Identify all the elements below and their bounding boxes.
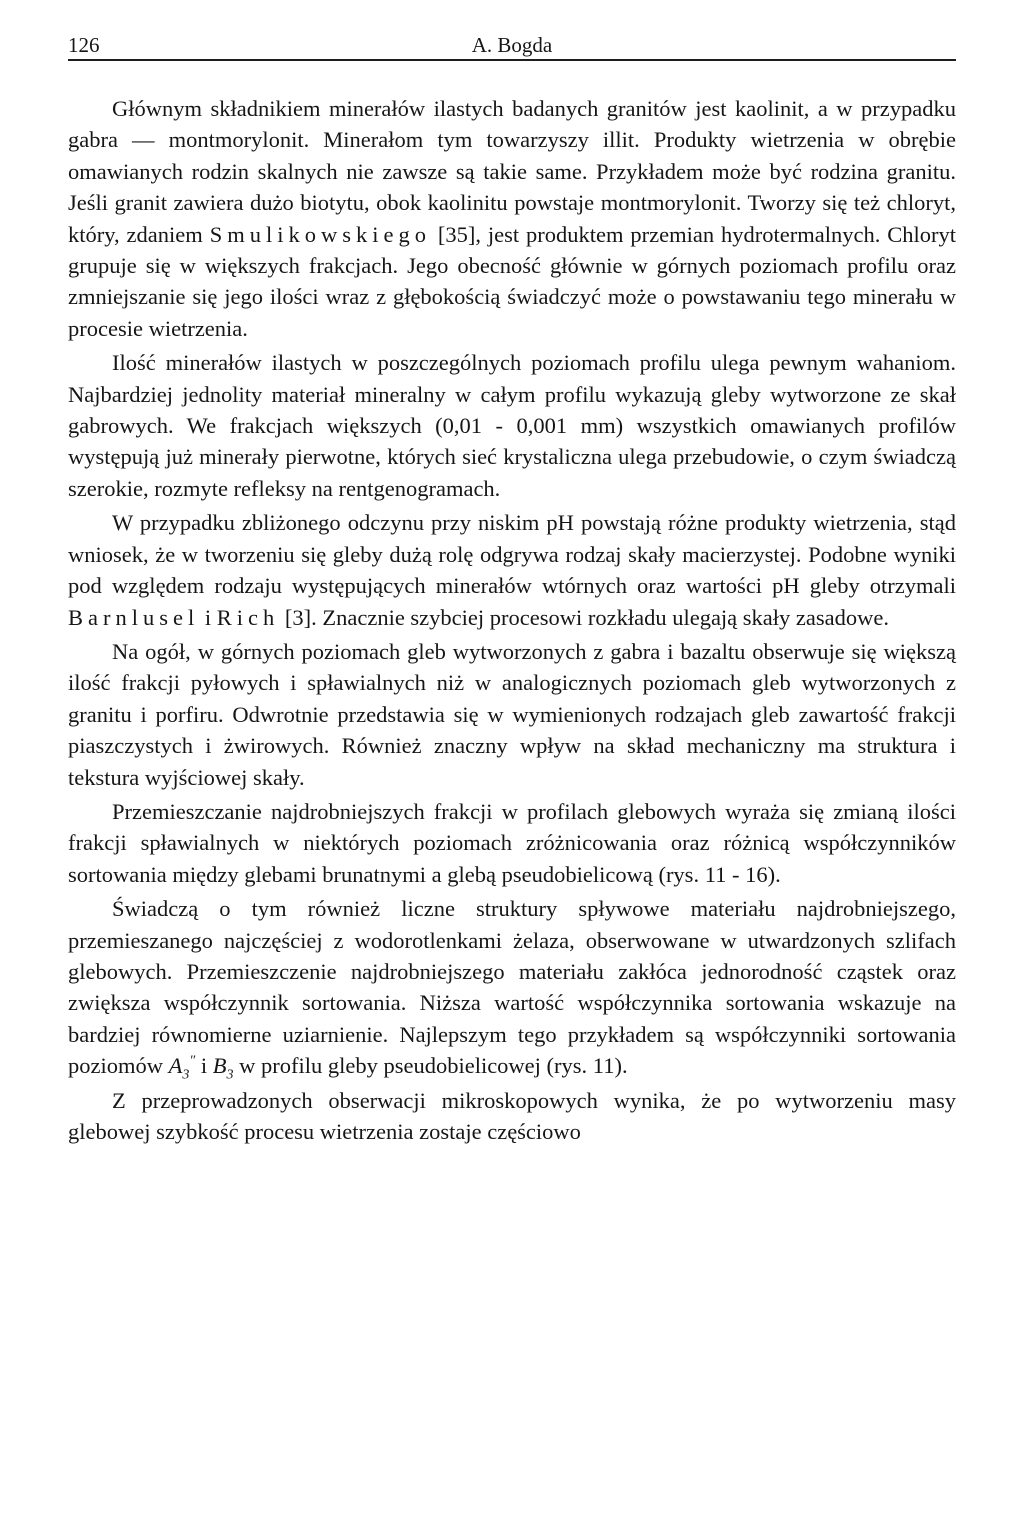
author-name: Rich — [216, 604, 280, 630]
paragraph-7: Z przeprowadzonych obserwacji mikroskopowych wynika, że po wytworzeniu masy glebowej szybkość procesu wietrzenia zostaje częściowo — [68, 1087, 956, 1144]
horizon-symbol — [168, 1053, 196, 1083]
paragraph-6 — [68, 893, 956, 1081]
paragraph-text: Świadczą o tym również liczne struktury spływowe materiału najdrobniejszego, przemieszanego najczęściej z wodorotlenkami żelaza, obserwowane w utwardzonych szlifach glebowych. Przemieszczenie najdrobniejszego materiału zakłóca jednorodność cząstek oraz zwiększa współczynnik sortowania. Niższa wartość współczynnika sortowania wskazuje na bardziej równomierne uziarnienie. Najlepszym tego przykładem są współczynniki sortowania poziomów — [68, 896, 956, 1079]
author-name: Smulikowskiego — [209, 221, 431, 247]
paragraph-3 — [68, 507, 956, 633]
symbol-superscript: ″ — [189, 1053, 196, 1069]
horizon-symbol — [212, 1053, 234, 1083]
page-header — [68, 32, 956, 60]
body-text — [68, 93, 956, 1147]
paragraph-text: W przypadku zbliżonego odczynu przy niskim pH powstają różne produkty wietrzenia, stąd wniosek, że w tworzeniu się gleby dużą rolę odgrywa rodzaj skały macierzystej. Podobne wyniki pod względem rodzaju występujących minerałów wtórnych oraz wartości pH gleby otrzymali — [68, 510, 956, 599]
paragraph-4: Na ogół, w górnych poziomach gleb wytworzonych z gabra i bazaltu obserwuje się większą ilość frakcji pyłowych i spławialnych niż w analogicznych poziomach gleb wytworzonych z granitu i porfiru. Odwrotnie przedstawia się w wymienionych rodzajach gleb zawartość frakcji piaszczystych i żwirowych. Również znaczny wpływ na skład mechaniczny ma struktura i tekstura wyjściowej skały. — [68, 638, 956, 790]
paragraph-5: Przemieszczanie najdrobniejszych frakcji w profilach glebowych wyraża się zmianą ilości frakcji spławialnych w niektórych poziomach zróżnicowania oraz różnicą współczynników sortowania między glebami brunatnymi a glebą pseudobielicową (rys. 11 - 16). — [68, 798, 956, 887]
author-name: Barnlusel — [68, 604, 200, 630]
paragraph-text: [35], jest produktem przemian hydrotermalnych. Chloryt grupuje się w większych frakcjach. Jego obecność głównie w górnych poziomach profilu oraz zmniejszanie się jego ilości wraz z głębokością świadczyć może o powstawaniu tego minerału w procesie wietrzenia. — [68, 221, 956, 341]
symbol-subscript: 3 — [226, 1067, 234, 1083]
paragraph-2: Ilość minerałów ilastych w poszczególnych poziomach profilu ulega pewnym wahaniom. Najbardziej jednolity materiał mineralny w całym profilu wykazują gleby wytworzone ze skał gabrowych. We frakcjach większych (0,01 - 0,001 mm) wszystkich omawianych profilów występują już minerały pierwotne, których sieć krystaliczna ulega przebudowie, o czym świadczą szerokie, rozmyte refleksy na rentgenogramach. — [68, 350, 956, 501]
paragraph-text: i — [199, 604, 217, 630]
running-title: A. Bogda — [471, 33, 553, 57]
header-rule — [68, 59, 956, 61]
paragraph-text: w profilu gleby pseudobielicowej (rys. 11). — [233, 1053, 628, 1079]
paragraph-text: i — [195, 1053, 213, 1079]
symbol-letter: A — [168, 1053, 183, 1079]
paragraph-text: Głównym składnikiem minerałów ilastych badanych granitów jest kaolinit, a w przypadku gabra — montmorylonit. Minerałom tym towarzyszy illit. Produkty wietrzenia w obrębie omawianych rodzin skalnych nie zawsze są takie same. Przykładem może być rodzina granitu. Jeśli granit zawiera dużo biotytu, obok kaolinitu powstaje montmorylonit. Tworzy się też chloryt, który, zdaniem — [68, 96, 956, 247]
symbol-letter: B — [212, 1053, 227, 1079]
paragraph-text: [3]. Znacznie szybciej procesowi rozkładu ulegają skały zasadowe. — [279, 604, 889, 630]
paragraph-1 — [68, 93, 956, 344]
symbol-subscript: 3 — [182, 1067, 190, 1083]
page-number: 126 — [68, 33, 100, 57]
